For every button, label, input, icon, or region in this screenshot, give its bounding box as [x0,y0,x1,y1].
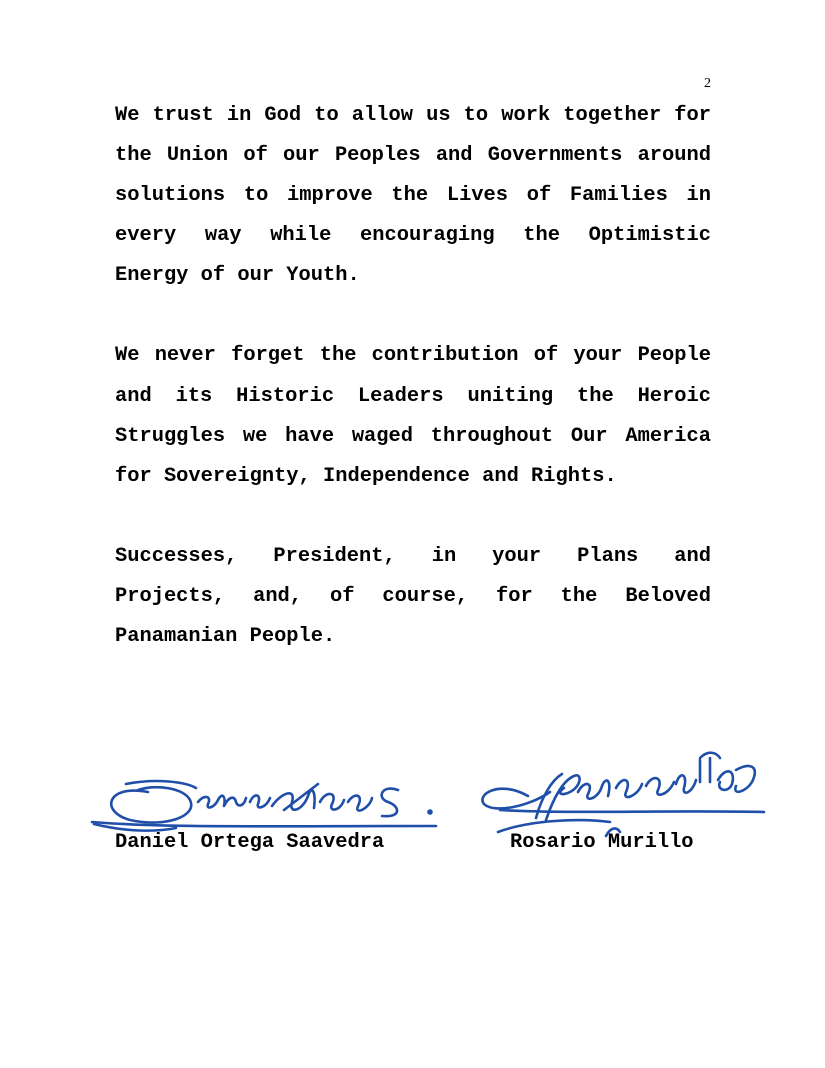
paragraph-1: We trust in God to allow us to work together for the Union of our Peoples and Governments around solutions to improve the Lives of Families in every way while encouraging the Optimistic Energy of our Youth. [115,104,711,288]
page-number: 2 [704,76,711,91]
signature-rosario-murillo-image [470,740,770,840]
letter-body [115,96,711,657]
paragraph-3: Successes, President, in your Plans and Projects, and, of course, for the Beloved Panamanian People. [115,544,711,649]
signer-name-right: Rosario Murillo [510,831,694,854]
signature-daniel-ortega-image [86,762,446,834]
paragraph-2: We never forget the contribution of your People and its Historic Leaders uniting the Heroic Struggles we have waged throughout Our America for Sovereignty, Independence and Rights. [115,344,711,488]
signer-name-left: Daniel Ortega Saavedra [115,831,385,854]
